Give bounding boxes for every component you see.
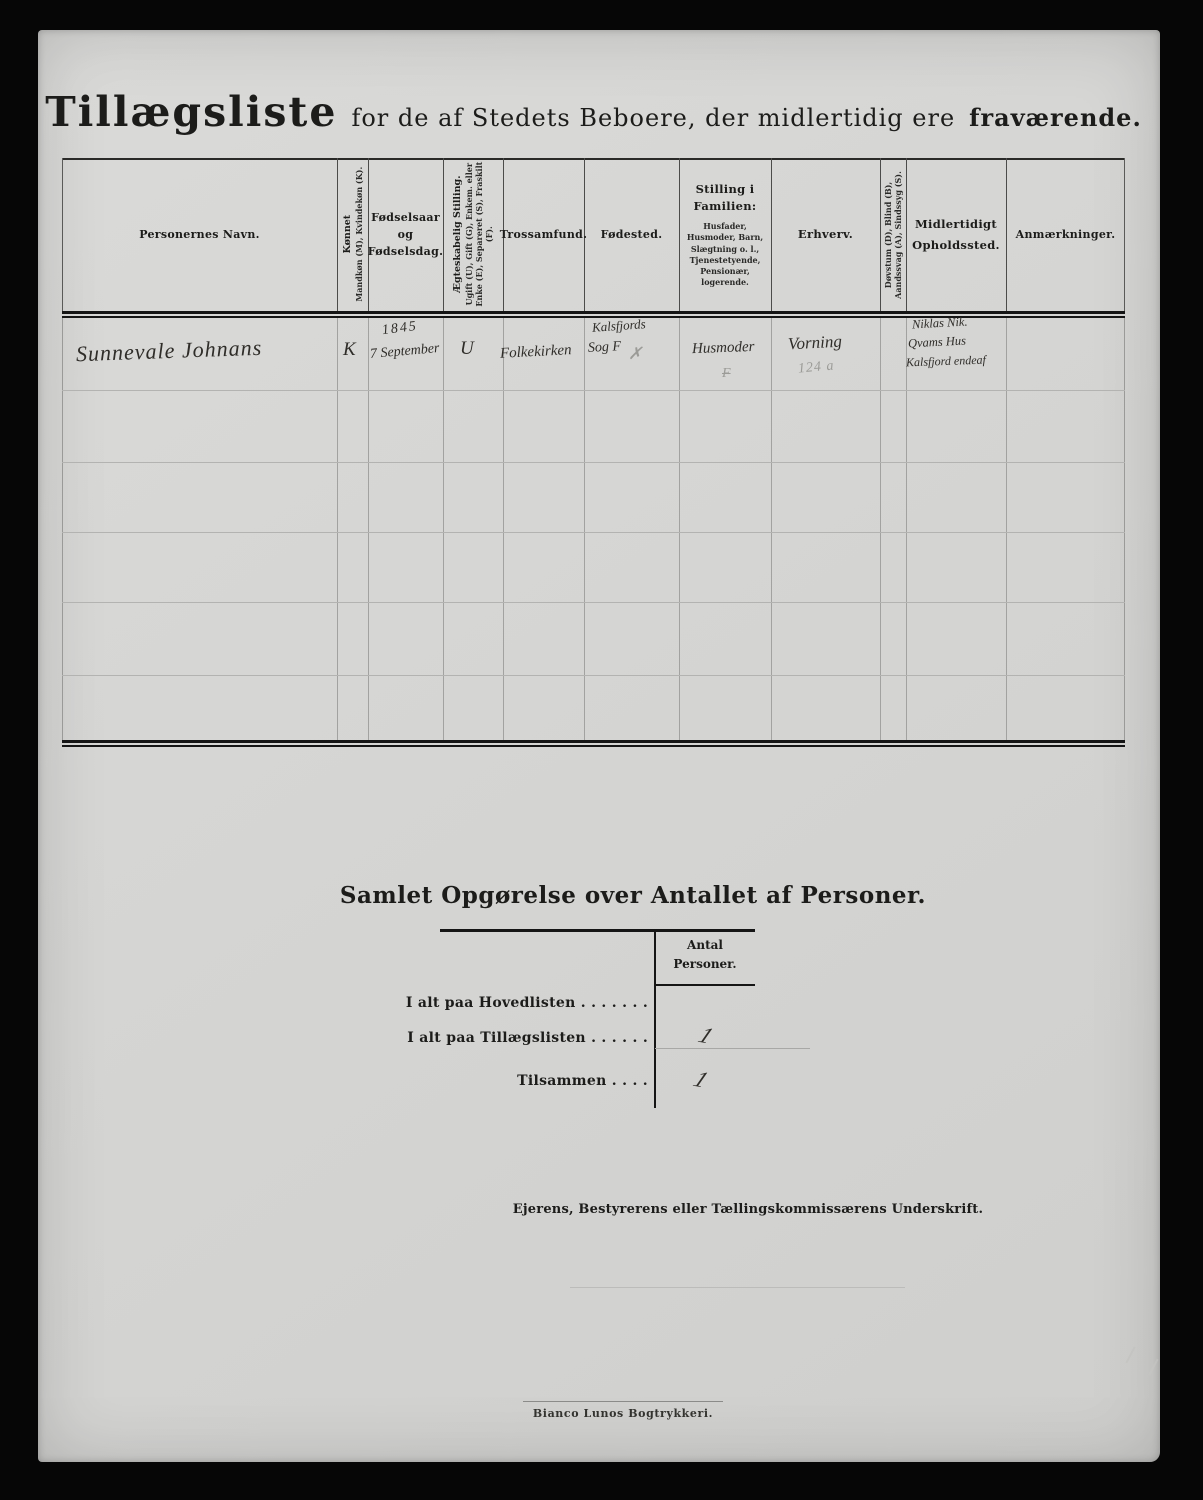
grid-line	[443, 318, 444, 740]
column-header-marital-title: Ægteskabelig Stilling.	[451, 175, 463, 294]
page-title-subtitle: for de af Stedets Beboere, der midlertidig ere	[351, 104, 956, 132]
summary-title: Samlet Opgørelse over Antallet af Personer.	[339, 882, 927, 909]
column-header-name-label: Personernes Navn.	[139, 227, 260, 241]
entry-residence-line2: Qvams Hus	[907, 333, 967, 351]
entry-birth-year: 1845	[381, 318, 419, 339]
summary-row-tillagslisten-value: 1	[694, 1022, 718, 1049]
column-header-disabilities-rotated	[883, 160, 903, 310]
grid-line	[1006, 318, 1007, 740]
grid-line	[880, 318, 881, 740]
grid-line	[1124, 318, 1125, 740]
printer-imprint: Bianco Lunos Bogtrykkeri.	[532, 1407, 714, 1420]
column-header-occupation-label: Erhverv.	[797, 226, 854, 241]
summary-count-header-line1: Antal	[687, 938, 723, 952]
column-header-religion	[499, 158, 588, 311]
entry-religion: Folkekirken	[499, 342, 572, 362]
table-bottom-rule-2	[62, 745, 1125, 747]
entry-birthplace-pencil-mark: ✗	[628, 344, 643, 363]
signature-line	[570, 1287, 905, 1288]
column-header-marital-codes: Ugift (U), Gift (G), Enkem. eller Enke (E), Separeret (S), Fraskilt (F).	[464, 162, 495, 307]
header-bottom-rule	[62, 311, 1125, 314]
signature-caption: Ejerens, Bestyrerens eller Tællingskommissærens Underskrift.	[512, 1202, 984, 1217]
absentees-table	[62, 158, 1125, 748]
grid-line	[584, 318, 585, 740]
column-header-marital-status	[443, 158, 503, 311]
page-title	[45, 88, 1142, 136]
entry-occupation-pencil: 124 a	[797, 358, 836, 377]
column-header-disabilities	[880, 158, 906, 311]
entry-residence-line1: Niklas Nik.	[911, 314, 968, 332]
column-header-sex-rotated	[341, 160, 363, 310]
column-header-birth-label: Fødselsaar og Fødselsdag.	[367, 210, 444, 259]
entry-sex: K	[343, 339, 356, 360]
column-header-sex	[337, 158, 368, 311]
grid-line	[503, 318, 504, 740]
entry-marital-status: U	[460, 338, 474, 359]
summary-count-header-line2: Personer.	[673, 957, 737, 972]
column-header-name	[62, 158, 337, 311]
column-header-occupation	[771, 158, 880, 311]
entry-residence-line3: Kalsfjord endeaf	[905, 352, 987, 370]
pencil-scribble	[1125, 1346, 1158, 1375]
column-header-disabilities-codes: Døvstum (D), Blind (B), Aandssvag (A), Sindssyg (S).	[883, 170, 903, 299]
entry-family-position: Husmoder	[691, 338, 755, 358]
grid-line	[62, 602, 1125, 603]
column-header-temporary-residence-label: Midlertidigt Opholdssted.	[912, 216, 1000, 252]
entry-name: Sunnevale Johnans	[75, 334, 263, 367]
column-header-birthplace	[584, 158, 679, 311]
column-header-birth	[368, 158, 443, 311]
column-header-remarks	[1006, 158, 1125, 311]
entry-family-position-pencil: F	[722, 366, 731, 381]
entry-birth-day: 7 September	[369, 340, 441, 363]
column-header-birthplace-label: Fødested.	[600, 227, 663, 241]
entry-occupation: Vorning	[787, 331, 843, 354]
grid-line	[62, 390, 1125, 391]
column-header-temporary-residence	[906, 158, 1006, 311]
column-header-family-position-codes: Husfader, Husmoder, Barn, Slægtning o. l., Tjenestetyende, Pensionær, logerende.	[686, 221, 764, 288]
grid-line	[771, 318, 772, 740]
summary-row-hovedlisten-label: I alt paa Hovedlisten . . . . . . .	[405, 995, 648, 1011]
grid-line	[62, 532, 1125, 533]
grid-line	[62, 675, 1125, 676]
table-bottom-rule	[62, 740, 1125, 743]
grid-line	[62, 462, 1125, 463]
scanned-census-page	[38, 30, 1160, 1462]
summary-count-header	[655, 936, 755, 974]
summary-top-rule	[440, 929, 755, 932]
summary-count-underline	[655, 984, 755, 986]
summary-row-tilsammen-label: Tilsammen . . . .	[517, 1073, 648, 1089]
column-header-sex-codes: Mandkøn (M), Kvindekøn (K).	[353, 167, 364, 302]
grid-line	[906, 318, 907, 740]
column-header-religion-label: Trossamfund.	[499, 227, 588, 241]
summary-row-tillagslisten-label: I alt paa Tillægslisten . . . . . .	[407, 1030, 648, 1046]
grid-line	[679, 318, 680, 740]
grid-line	[368, 318, 369, 740]
grid-line	[62, 318, 63, 740]
summary-divider-line	[655, 1048, 810, 1049]
column-header-family-position	[679, 158, 771, 311]
page-title-main: Tillægsliste	[45, 88, 338, 136]
entry-birthplace-line1: Kalsfjords	[591, 316, 647, 335]
column-header-sex-title: Kønnet	[341, 215, 353, 254]
page-title-emphasis: fraværende.	[969, 103, 1142, 132]
footer-rule	[523, 1401, 723, 1402]
summary-row-tilsammen-value: 1	[689, 1066, 713, 1093]
column-header-remarks-label: Anmærkninger.	[1015, 227, 1116, 241]
column-header-marital-rotated	[452, 160, 494, 310]
entry-birthplace-line2: Sog F	[587, 339, 622, 356]
grid-line	[337, 318, 338, 740]
column-header-family-position-title: Stilling i Familien:	[693, 181, 757, 214]
